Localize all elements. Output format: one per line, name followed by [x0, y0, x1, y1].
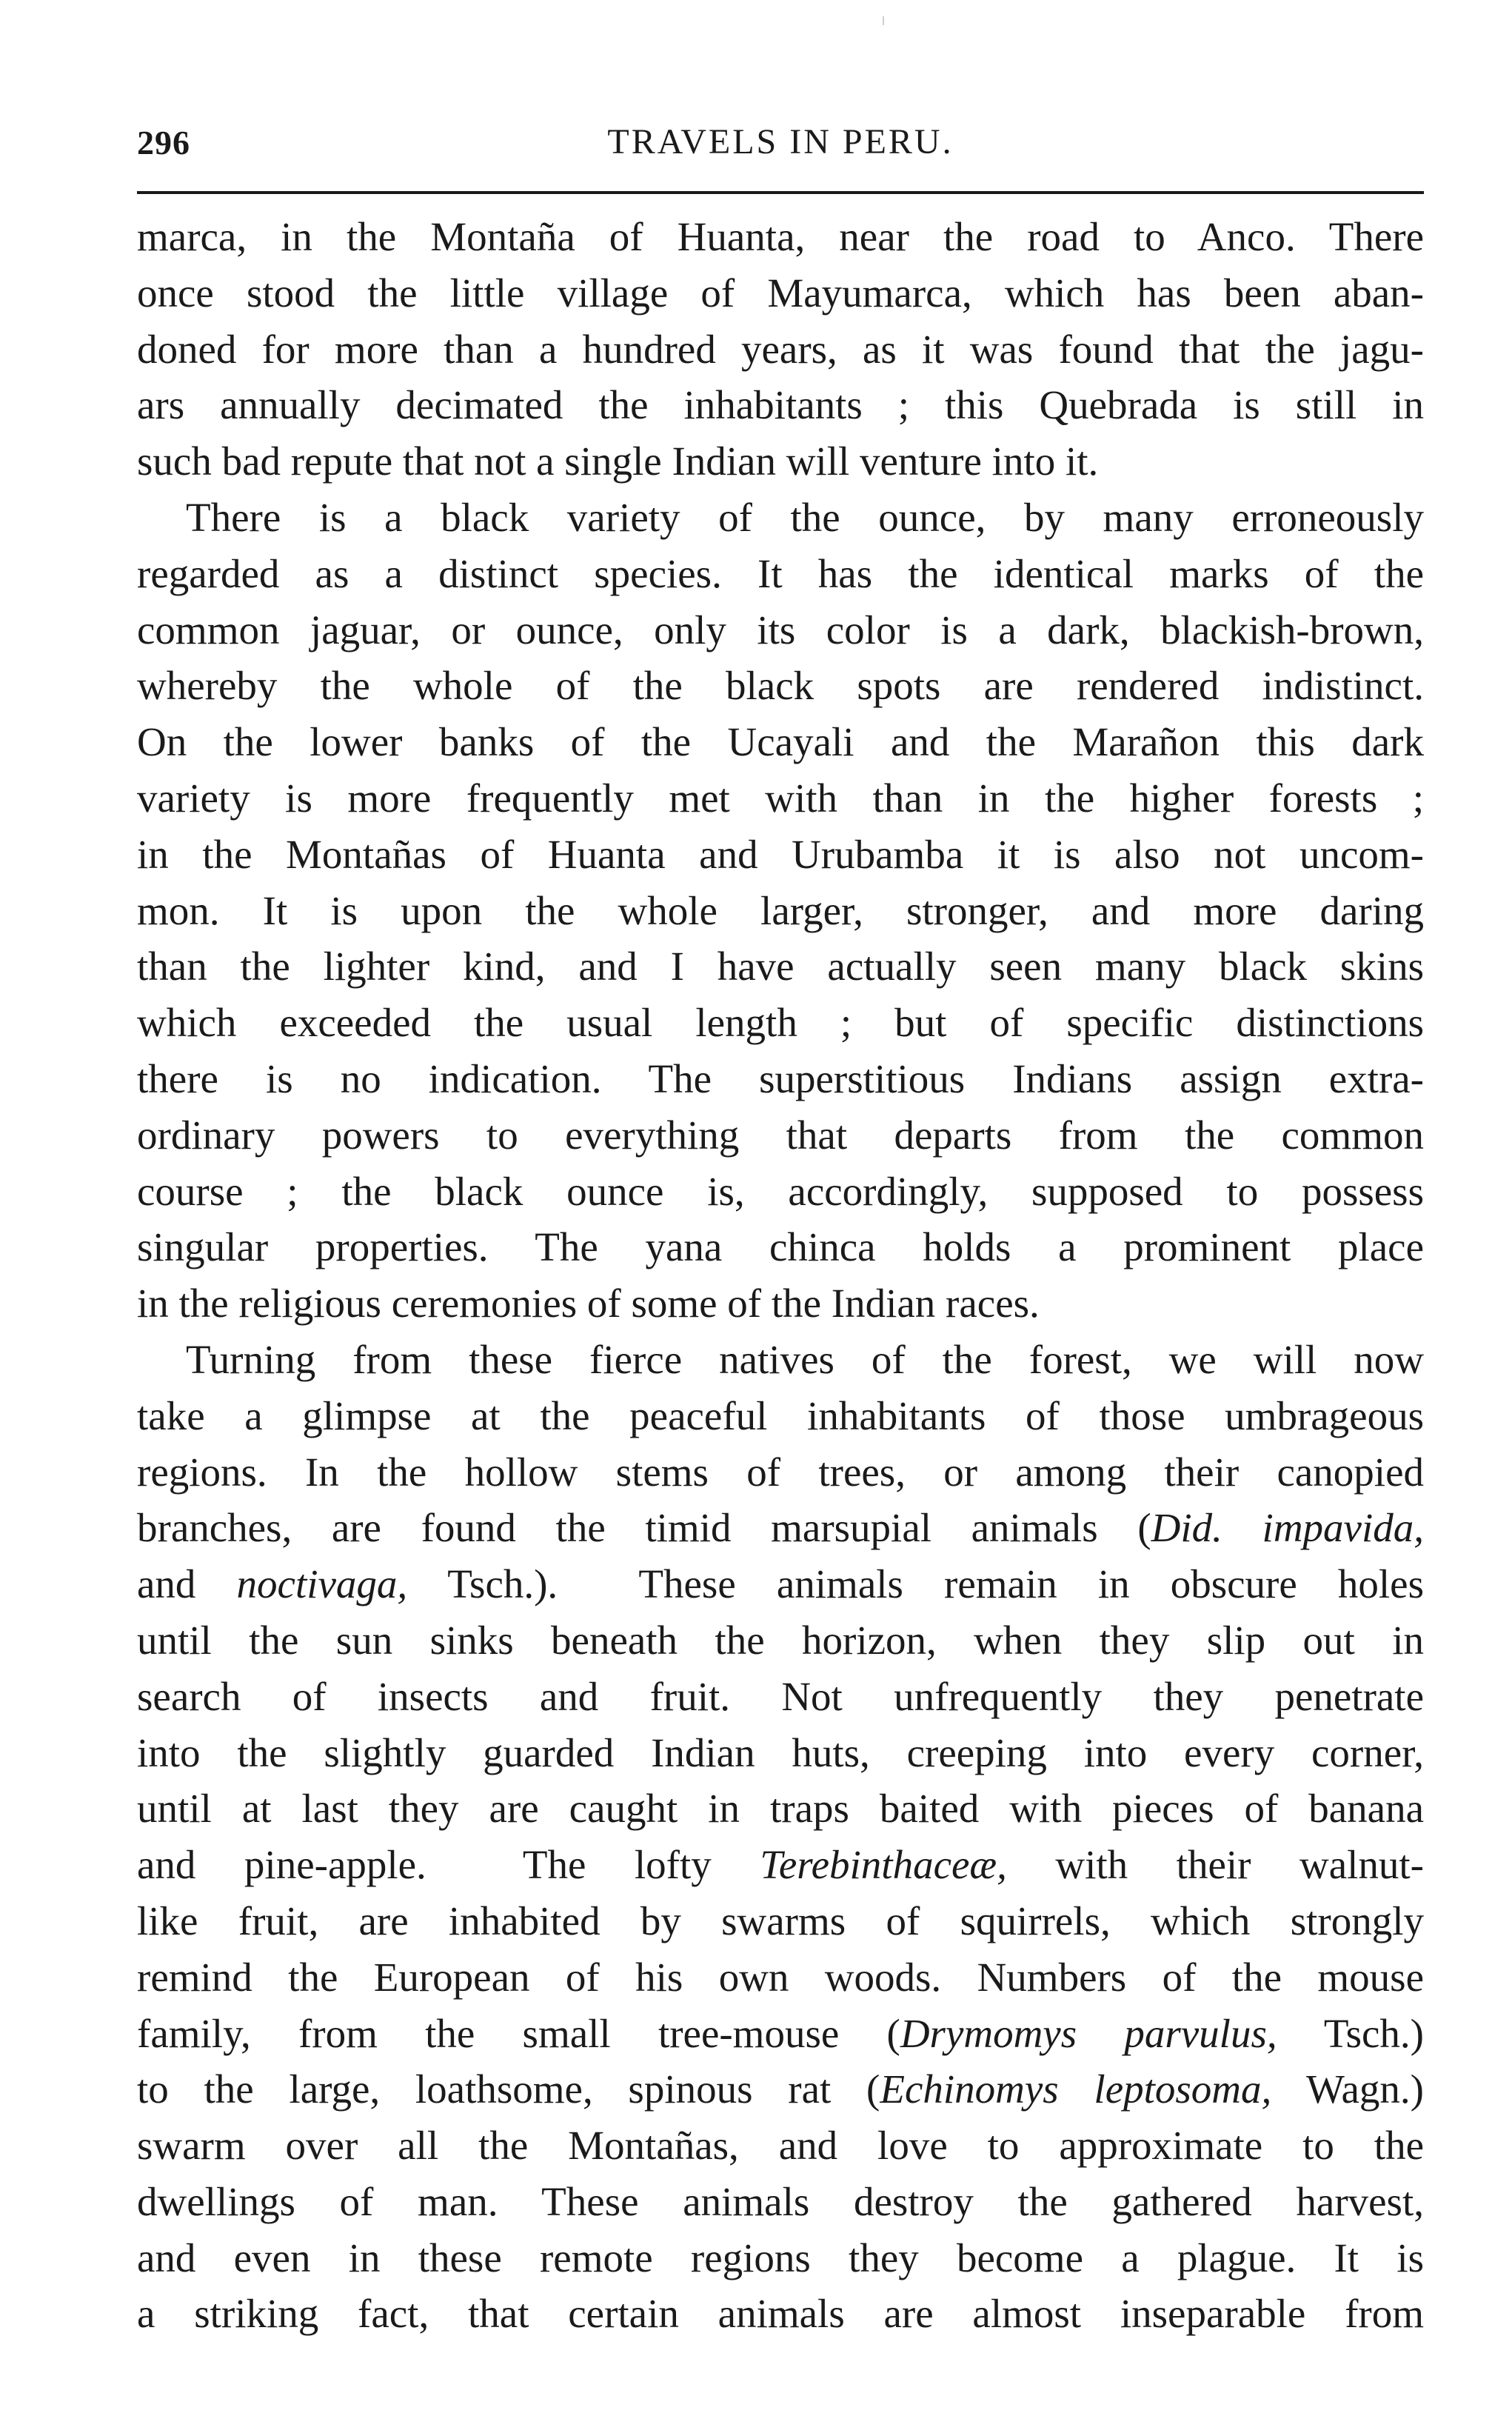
text-line: in the religious ceremonies of some of the Indian races.	[137, 1281, 1040, 1327]
text-line-mixed	[137, 1837, 1424, 1893]
text-line: mon. It is upon the whole larger, stronger, and more daring	[137, 887, 1424, 933]
text-line: regarded as a distinct species. It has the identical marks of the	[137, 550, 1424, 596]
line-segment: with their walnut-	[1006, 1842, 1424, 1888]
text-line: ars annually decimated the inhabitants ; this Quebrada is still in	[137, 382, 1424, 428]
text-line-mixed	[137, 2061, 1424, 2118]
text-line: remind the European of his own woods. Numbers of the mouse	[137, 1954, 1424, 2000]
page-number: 296	[137, 124, 190, 161]
line-segment: Tsch.)	[1277, 2010, 1424, 2056]
text-line: into the slightly guarded Indian huts, creeping into every corner,	[137, 1729, 1424, 1775]
text-line: ordinary powers to everything that departs from the common	[137, 1112, 1424, 1158]
body-text	[137, 209, 1424, 2342]
line-segment: and	[137, 1561, 237, 1607]
text-line: there is no indication. The superstitious Indians assign extra-	[137, 1055, 1424, 1101]
text-line: whereby the whole of the black spots are rendered indistinct.	[137, 663, 1424, 709]
text-line: doned for more than a hundred years, as it was found that the jagu-	[137, 326, 1424, 372]
text-line: search of insects and fruit. Not unfrequently they penetrate	[137, 1673, 1424, 1719]
taxon-name: Drymomys parvulus,	[900, 2010, 1277, 2056]
text-line: like fruit, are inhabited by swarms of squirrels, which strongly	[137, 1898, 1424, 1943]
header-rule	[137, 191, 1424, 194]
line-segment: family, from the small tree-mouse (	[137, 2010, 900, 2056]
taxon-name: Terebinthaceæ,	[760, 1842, 1007, 1888]
line-segment: and pine-apple. The lofty	[137, 1842, 760, 1888]
line-segment: branches, are found the timid marsupial animals (	[137, 1505, 1151, 1551]
text-line: swarm over all the Montañas, and love to approximate to the	[137, 2123, 1424, 2169]
text-line: There is a black variety of the ounce, by many erroneously	[186, 494, 1424, 540]
text-line: Turning from these fierce natives of the forest, we will now	[186, 1336, 1424, 1382]
text-line: in the Montañas of Huanta and Urubamba it is also not uncom-	[137, 831, 1424, 877]
text-line: singular properties. The yana chinca holds a prominent place	[137, 1224, 1424, 1270]
line-segment: Tsch.). These animals remain in obscure holes	[407, 1561, 1424, 1607]
text-line: variety is more frequently met with than in the higher forests ;	[137, 775, 1424, 821]
text-line: than the lighter kind, and I have actually seen many black skins	[137, 944, 1424, 990]
text-line: take a glimpse at the peaceful inhabitants of those umbrageous	[137, 1392, 1424, 1438]
text-line: dwellings of man. These animals destroy the gathered harvest,	[137, 2178, 1424, 2224]
text-line: which exceeded the usual length ; but of specific distinctions	[137, 1000, 1424, 1046]
text-line: regions. In the hollow stems of trees, or among their canopied	[137, 1449, 1424, 1495]
text-line: common jaguar, or ounce, only its color is a dark, blackish-brown,	[137, 607, 1424, 653]
text-line: such bad repute that not a single Indian will venture into it.	[137, 438, 1099, 484]
text-line: until at last they are caught in traps baited with pieces of banana	[137, 1786, 1424, 1832]
text-line-mixed	[137, 2006, 1424, 2062]
text-line: On the lower banks of the Ucayali and the Marañon this dark	[137, 719, 1424, 765]
text-line: once stood the little village of Mayumarca, which has been aban-	[137, 270, 1424, 316]
line-segment: Wagn.)	[1271, 2066, 1424, 2112]
text-line: and even in these remote regions they become a plague. It is	[137, 2235, 1424, 2280]
running-head: TRAVELS IN PERU.	[607, 122, 954, 161]
taxon-name: Echinomys leptosoma,	[880, 2066, 1272, 2112]
line-segment: to the large, loathsome, spinous rat (	[137, 2066, 880, 2112]
text-line: until the sun sinks beneath the horizon, when they slip out in	[137, 1617, 1424, 1663]
text-line: a striking fact, that certain animals are almost inseparable from	[137, 2291, 1424, 2337]
page-header	[137, 117, 1424, 169]
text-line: marca, in the Montaña of Huanta, near the road to Anco. There	[137, 214, 1424, 259]
text-line: course ; the black ounce is, accordingly, supposed to possess	[137, 1168, 1424, 1214]
scan-speck	[883, 16, 884, 25]
text-line-mixed	[137, 1500, 1424, 1556]
taxon-name: noctivaga,	[236, 1561, 408, 1607]
taxon-name: Did. impavida,	[1151, 1505, 1424, 1551]
text-line-mixed	[137, 1556, 1424, 1612]
